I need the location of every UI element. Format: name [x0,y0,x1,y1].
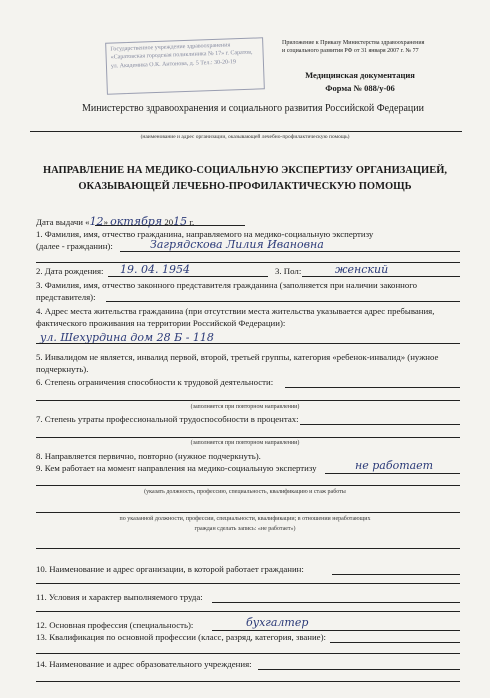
repeat-caption-1: (заполняется при повторном направлении) [190,404,300,410]
doc-type-line-1: Медицинская документация [305,70,415,80]
order-line-2: и социального развития РФ от 31 января 2007 г. № 77 [282,47,419,54]
employment-label: 9. Кем работает на момент направления на медико-социальную экспертизу [36,463,317,473]
issue-year-value: 15 [173,215,188,228]
employment-line-4 [36,548,460,549]
qualification-label: 13. Квалификация по основной профессии (класс, разряд, категория, звание): [36,632,326,642]
doc-type-line-2: Форма № 088/у-06 [325,83,395,93]
stamp-text: Государственное учреждение здравоохранения «Саратовская городская поликлиника № 17» г. Саратов, ул. Академика О.К. Антонова, д. 5 Тел.: 30-20-19 [110,42,253,70]
employment-line [325,473,460,474]
issue-date-suffix: г. [189,217,195,227]
disability-label-b: подчеркнуть). [36,364,89,374]
issue-date-row [36,215,194,228]
sex-line [302,276,460,277]
full-name-line [120,251,460,252]
qualification-line-2 [36,653,460,654]
profession-label: 12. Основная профессия (специальность): [36,620,194,630]
org-caption: (наименование и адрес организации, оказывающей лечебно-профилактическую помощь) [140,134,350,140]
order-line-1: Приложение к Приказу Министерства здравоохранения [282,40,425,46]
profession-line [212,630,460,631]
qualification-line [330,642,460,643]
work-conditions-label: 11. Условия и характер выполняемого труда: [36,592,203,602]
doc-type-block [300,70,420,93]
field-1-extra-line [36,262,460,263]
work-restriction-line-2 [36,400,460,401]
sex-label: 3. Пол: [275,266,302,276]
field-1-label-b: (далее - гражданин): [36,241,113,251]
education-line [258,669,460,670]
work-restriction-line [285,387,460,388]
capacity-loss-label: 7. Степень утраты профессиональной трудоспособности в процентах: [36,414,299,424]
address-value: ул. Шехурдина дом 28 Б - 118 [40,331,214,344]
address-label: 4. Адрес места жительства гражданина (при отсутствии места жительства указывается адрес пребывания, [36,306,435,316]
capacity-loss-line [300,424,460,425]
full-name-value: Загрядскова Лилия Ивановна [150,238,324,251]
representative-label-b: представителя): [36,292,96,302]
education-label: 14. Наименование и адрес образовательного учреждения: [36,659,252,669]
sex-value: женский [335,263,389,276]
job-caption-2b: граждан сделать запись: «не работает») [194,526,296,532]
address-line [36,343,460,344]
work-conditions-line [212,602,460,603]
education-line-2 [36,681,460,682]
clinic-stamp [105,37,265,94]
employer-line [332,574,460,575]
issue-day-value: 12 [89,215,104,228]
employment-line-3 [36,512,460,513]
issue-month-value: октября [110,215,163,228]
issue-date-line [95,225,245,226]
order-reference [282,40,424,55]
birth-date-label: 2. Дата рождения: [36,266,104,276]
disability-label: 5. Инвалидом не является, инвалид первой, второй, третьей группы, категория «ребенок-инвалид» (нужное [36,352,439,362]
job-caption-2a: по указанной должности, профессии, специальности, квалификации; в отношении неработающих [119,516,371,522]
work-conditions-line-2 [36,611,460,612]
employer-label: 10. Наименование и адрес организации, в которой работает гражданин: [36,564,304,574]
issue-year-prefix: 20 [164,217,174,227]
address-label-b: фактического проживания на территории Российской Федерации): [36,318,286,328]
representative-line [106,301,460,302]
issue-date-label: Дата выдачи « [36,217,90,227]
representative-label: 3. Фамилия, имя, отчество законного представителя гражданина (заполняется при наличии законного [36,280,418,290]
referral-type-label: 8. Направляется первично, повторно (нужное подчеркнуть). [36,451,261,461]
profession-value: бухгалтер [246,616,309,629]
birth-date-line [108,276,268,277]
employment-line-2 [36,485,460,486]
field-1-label: 1. Фамилия, имя, отчество гражданина, направляемого на медико-социальную экспертизу [36,229,374,239]
issue-date-mid: » [103,217,108,227]
form-title-line-1: НАПРАВЛЕНИЕ НА МЕДИКО-СОЦИАЛЬНУЮ ЭКСПЕРТИЗУ ОРГАНИЗАЦИЕЙ, [43,165,447,176]
employer-line-2 [36,583,460,584]
form-title-line-2: ОКАЗЫВАЮЩЕЙ ЛЕЧЕБНО-ПРОФИЛАКТИЧЕСКУЮ ПОМОЩЬ [78,181,412,192]
employment-value: не работает [355,459,434,472]
ministry-name: Министерство здравоохранения и социального развития Российской Федерации [82,103,424,114]
org-line [30,131,462,132]
repeat-caption-2: (заполняется при повторном направлении) [190,440,300,446]
job-caption: (указать должность, профессию, специальность, квалификацию и стаж работы [144,489,346,495]
capacity-loss-line-2 [36,437,460,438]
work-restriction-label: 6. Степень ограничения способности к трудовой деятельности: [36,377,274,387]
birth-date-value: 19. 04. 1954 [120,263,190,276]
